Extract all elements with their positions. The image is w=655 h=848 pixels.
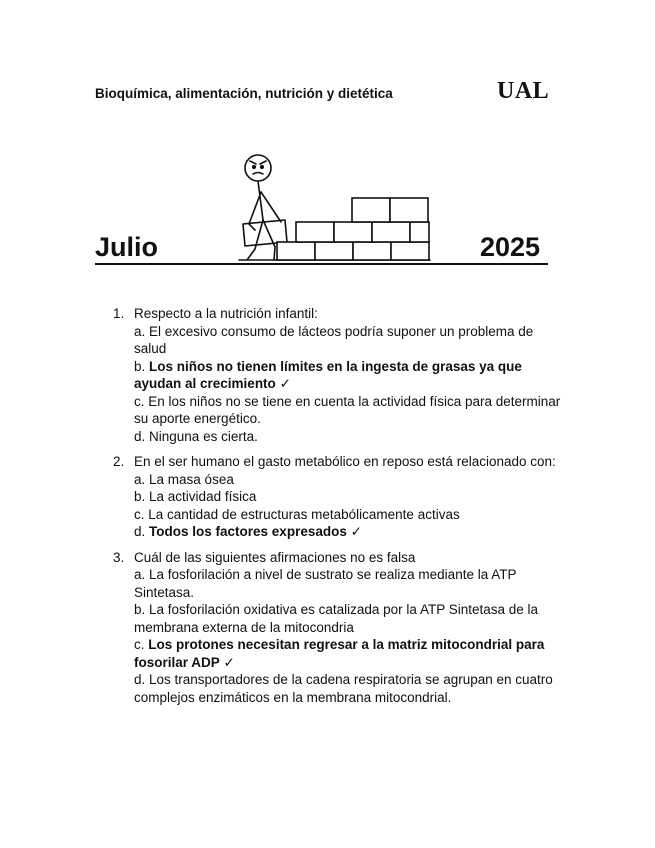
check-mark-icon: ✓ [350,524,362,539]
question-text: Respecto a la nutrición infantil: [134,306,318,321]
question-list [113,305,563,714]
subject-title: Bioquímica, alimentación, nutrición y dietética [95,86,393,101]
header-divider [95,263,548,265]
option-a: a. La masa ósea [134,471,234,487]
question-number: 1. [113,306,125,321]
question-number: 3. [113,549,125,565]
correct-answer: Los niños no tienen límites en la ingesta de grasas ya que ayudan al crecimiento [134,358,522,391]
question-1 [113,305,563,445]
check-mark-icon: ✓ [279,376,291,391]
question-2 [113,453,563,541]
option-c: c. Los protones necesitan regresar a la matriz mitocondrial para fosorilar ADP ✓ [134,637,545,670]
question-text: Cuál de las siguientes afirmaciones no es falsa [134,549,416,565]
option-a: a. La fosforilación a nivel de sustrato se realiza mediante la ATP Sintetasa. [134,567,517,600]
option-d: d. Los transportadores de la cadena respiratoria se agrupan en cuatro complejos enzimáticos en la membrana mitocondrial. [134,672,553,705]
option-d: d. Ninguna es cierta. [134,428,258,444]
correct-answer: Todos los factores expresados [149,524,347,539]
stickman-brick-wall-illustration [225,150,435,268]
ual-logo: UAL [497,78,550,104]
option-c: c. En los niños no se tiene en cuenta la actividad física para determinar su aporte energético. [134,393,561,426]
option-b: b. Los niños no tienen límites en la ingesta de grasas ya que ayudan al crecimiento ✓ [134,358,522,391]
exam-year: 2025 [480,232,541,262]
option-b: b. La fosforilación oxidativa es catalizada por la ATP Sintetasa de la membrana externa de la mitocondria [134,602,539,635]
option-b: b. La actividad física [134,489,257,504]
question-text: En el ser humano el gasto metabólico en reposo está relacionado con: [134,454,556,469]
option-c: c. La cantidad de estructuras metabólicamente activas [134,506,460,522]
exam-month: Julio [95,232,159,262]
option-d: d. Todos los factores expresados ✓ [134,524,362,539]
option-a: a. El excesivo consumo de lácteos podría suponer un problema de salud [134,323,534,356]
question-number: 2. [113,454,125,469]
correct-answer: Los protones necesitan regresar a la matriz mitocondrial para fosorilar ADP [134,637,545,670]
check-mark-icon: ✓ [223,654,235,670]
question-3 [113,549,563,707]
